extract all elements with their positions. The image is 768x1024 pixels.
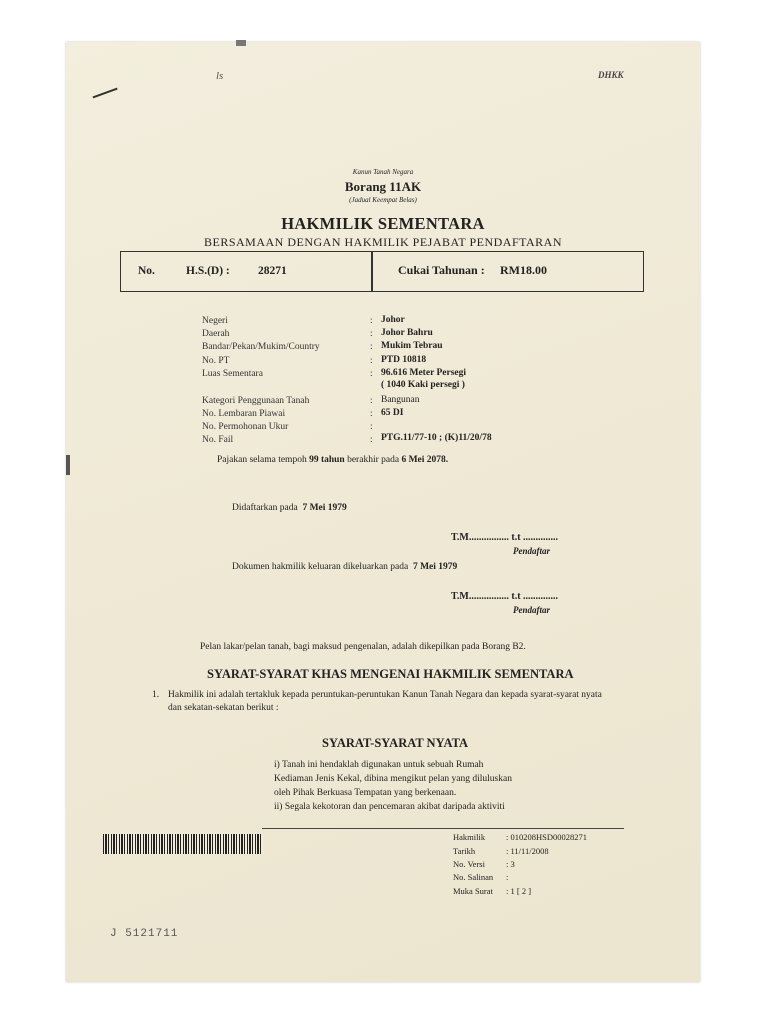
field-value: 96.616 Meter Persegi bbox=[381, 368, 467, 378]
schedule-name: (Jadual Keempat Belas) bbox=[349, 196, 417, 204]
footer-label: No. Versi bbox=[453, 859, 485, 869]
field-colon: : bbox=[370, 369, 373, 379]
paper-clip-mark bbox=[236, 40, 246, 46]
footer-value: : 1 [ 2 ] bbox=[506, 886, 532, 896]
lease-mid: berakhir pada bbox=[347, 455, 400, 465]
hs-label: H.S.(D) : bbox=[186, 265, 230, 277]
field-colon: : bbox=[370, 356, 373, 366]
express-conditions-heading: SYARAT-SYARAT NYATA bbox=[322, 736, 469, 750]
field-label: Kategori Penggunaan Tanah bbox=[202, 396, 310, 406]
cukai-label: Cukai Tahunan : bbox=[398, 263, 485, 277]
express-condition-line: oleh Pihak Berkuasa Tempatan yang berkenaan. bbox=[274, 788, 457, 798]
footer-rule bbox=[262, 828, 624, 829]
field-label: Negeri bbox=[202, 316, 228, 326]
field-value: Johor bbox=[381, 315, 405, 325]
footer-label: Tarikh bbox=[453, 846, 476, 856]
field-colon: : bbox=[370, 435, 373, 445]
hs-value: 28271 bbox=[258, 265, 287, 277]
field-colon: : bbox=[370, 316, 373, 326]
field-colon: : bbox=[370, 329, 373, 339]
field-value: PTG.11/77-10 ; (K)11/20/78 bbox=[381, 433, 492, 443]
field-colon: : bbox=[370, 409, 373, 419]
serial-number: J 5121711 bbox=[110, 928, 179, 940]
title-no-label: No. bbox=[138, 265, 155, 277]
field-colon: : bbox=[370, 422, 373, 432]
footer-value: : 3 bbox=[506, 859, 515, 869]
field-label: Bandar/Pekan/Mukim/Country bbox=[202, 342, 320, 352]
field-label: Daerah bbox=[202, 329, 230, 339]
footer-label: No. Salinan bbox=[453, 872, 494, 882]
express-condition-line: ii) Segala kekotoran dan pencemaran akibat daripada aktiviti bbox=[274, 802, 505, 812]
field-colon: : bbox=[370, 342, 373, 352]
lease-years: 99 tahun bbox=[309, 455, 345, 465]
registered-line bbox=[232, 503, 347, 513]
signature-line-2: T.M................ t.t .............. bbox=[451, 591, 559, 602]
footer-value: : 11/11/2008 bbox=[506, 846, 549, 856]
plan-note: Pelan lakar/pelan tanah, bagi maksud pengenalan, adalah dikepilkan pada Borang B2. bbox=[200, 642, 526, 652]
corner-code: DHKK bbox=[598, 70, 624, 80]
express-condition-line: i) Tanah ini hendaklah digunakan untuk sebuah Rumah bbox=[274, 760, 484, 770]
cukai-value: RM18.00 bbox=[500, 263, 547, 277]
field-value: Johor Bahru bbox=[381, 328, 433, 338]
law-name: Kanun Tanah Negara bbox=[352, 168, 414, 176]
signature-line: T.M................ t.t .............. bbox=[451, 532, 559, 543]
lease-end-date: 6 Mei 2078. bbox=[401, 455, 449, 465]
field-label: No. PT bbox=[202, 356, 230, 366]
field-label: No. Lembaran Piawai bbox=[202, 409, 286, 419]
registered-label: Didaftarkan pada bbox=[232, 503, 298, 513]
barcode bbox=[103, 834, 263, 854]
field-value: Bangunan bbox=[381, 395, 420, 405]
handwritten-mark: ls bbox=[216, 70, 224, 82]
condition-text-line: Hakmilik ini adalah tertakluk kepada peruntukan-peruntukan Kanun Tanah Negara dan kepada syarat-syarat nyata bbox=[168, 690, 602, 700]
form-name: Borang 11AK bbox=[344, 179, 422, 194]
field-label: No. Fail bbox=[202, 435, 234, 445]
footer-label: Hakmilik bbox=[453, 832, 486, 842]
condition-text-line: dan sekatan-sekatan berikut : bbox=[168, 703, 279, 713]
condition-number: 1. bbox=[152, 690, 160, 700]
document-subtitle: BERSAMAAN DENGAN HAKMILIK PEJABAT PENDAFTARAN bbox=[203, 235, 562, 249]
signer-title: Pendaftar bbox=[513, 546, 550, 556]
footer-value: : 010208HSD00028271 bbox=[506, 832, 587, 842]
issued-label: Dokumen hakmilik keluaran dikeluarkan pada bbox=[232, 562, 409, 572]
footer-label: Muka Surat bbox=[453, 886, 493, 896]
express-condition-line: Kediaman Jenis Kekal, dibina mengikut pelan yang diluluskan bbox=[274, 774, 512, 784]
lease-prefix: Pajakan selama tempoh bbox=[217, 455, 307, 465]
edge-mark bbox=[66, 455, 70, 475]
field-value-secondary: ( 1040 Kaki persegi ) bbox=[381, 380, 465, 390]
conditions-heading: SYARAT-SYARAT KHAS MENGENAI HAKMILIK SEMENTARA bbox=[207, 667, 574, 681]
field-value: PTD 10818 bbox=[381, 355, 427, 365]
field-colon: : bbox=[370, 396, 373, 406]
issued-date: 7 Mei 1979 bbox=[412, 562, 458, 572]
box-divider bbox=[371, 252, 373, 291]
lease-text bbox=[217, 455, 448, 465]
field-label: Luas Sementara bbox=[202, 369, 263, 379]
field-value: 65 DI bbox=[381, 408, 404, 418]
registered-date: 7 Mei 1979 bbox=[302, 503, 347, 513]
signer-title-2: Pendaftar bbox=[513, 605, 550, 615]
field-label: No. Permohonan Ukur bbox=[202, 422, 289, 432]
footer-value: : bbox=[506, 872, 509, 882]
field-value: Mukim Tebrau bbox=[381, 341, 443, 351]
issued-line bbox=[232, 562, 457, 572]
document-title: HAKMILIK SEMENTARA bbox=[281, 214, 485, 233]
